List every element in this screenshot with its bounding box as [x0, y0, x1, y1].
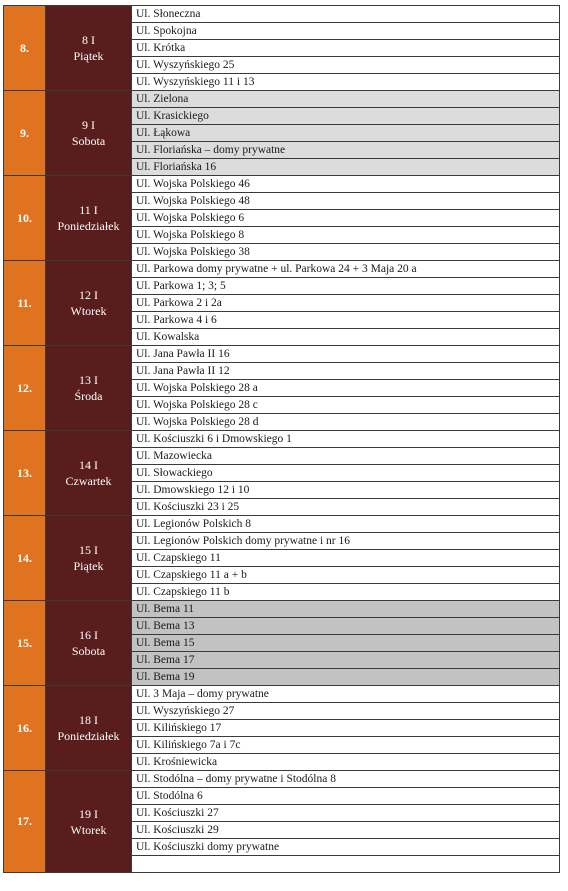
- street-cell: Ul. Czapskiego 11: [132, 550, 560, 567]
- street-cell: Ul. Kilińskiego 17: [132, 720, 560, 737]
- street-cell: Ul. Krótka: [132, 40, 560, 57]
- group-date: 13 I: [79, 373, 98, 387]
- street-cell: Ul. Kilińskiego 7a i 7c: [132, 737, 560, 754]
- street-cell: Ul. Wojska Polskiego 28 d: [132, 414, 560, 431]
- street-cell: Ul. 3 Maja – domy prywatne: [132, 686, 560, 703]
- street-cell: Ul. Floriańska – domy prywatne: [132, 142, 560, 159]
- group-number: 10.: [4, 176, 46, 261]
- group-weekday: Sobota: [71, 134, 106, 148]
- street-cell: Ul. Stodólna – domy prywatne i Stodólna 8: [132, 771, 560, 788]
- street-cell: Ul. Krośniewicka: [132, 754, 560, 771]
- street-cell: Ul. Wojska Polskiego 8: [132, 227, 560, 244]
- table-row: [4, 176, 560, 193]
- table-row: [4, 346, 560, 363]
- street-cell: Ul. Bema 13: [132, 618, 560, 635]
- table-row: [4, 601, 560, 618]
- table-row: [4, 686, 560, 703]
- street-cell: Ul. Kościuszki 6 i Dmowskiego 1: [132, 431, 560, 448]
- street-cell: Ul. Bema 15: [132, 635, 560, 652]
- group-date: 12 I: [79, 288, 98, 302]
- street-cell: Ul. Jana Pawła II 16: [132, 346, 560, 363]
- street-cell: Ul. Wojska Polskiego 28 a: [132, 380, 560, 397]
- group-weekday: Wtorek: [70, 304, 107, 318]
- group-number: 14.: [4, 516, 46, 601]
- group-weekday: Wtorek: [70, 822, 107, 837]
- street-cell: Ul. Floriańska 16: [132, 159, 560, 176]
- group-number: 16.: [4, 686, 46, 771]
- street-cell: Ul. Kowalska: [132, 329, 560, 346]
- group-day: [46, 771, 132, 873]
- street-cell: Ul. Wyszyńskiego 11 i 13: [132, 74, 560, 91]
- group-day: [46, 6, 132, 91]
- street-cell: Ul. Dmowskiego 12 i 10: [132, 482, 560, 499]
- street-cell: Ul. Kościuszki 23 i 25: [132, 499, 560, 516]
- street-cell: Ul. Wojska Polskiego 6: [132, 210, 560, 227]
- street-cell: Ul. Zielona: [132, 91, 560, 108]
- table-row: [4, 431, 560, 448]
- group-day: [46, 346, 132, 431]
- group-date: 8 I: [82, 33, 95, 47]
- street-cell: Ul. Bema 19: [132, 669, 560, 686]
- group-day: [46, 431, 132, 516]
- group-date: 16 I: [79, 628, 98, 642]
- street-cell: Ul. Stodólna 6: [132, 788, 560, 805]
- street-cell: Ul. Legionów Polskich 8: [132, 516, 560, 533]
- group-weekday: Środa: [74, 389, 103, 403]
- street-cell: Ul. Parkowa 1; 3; 5: [132, 278, 560, 295]
- street-cell: [132, 856, 560, 873]
- group-number: 13.: [4, 431, 46, 516]
- street-cell: Ul. Słoneczna: [132, 6, 560, 23]
- group-day: [46, 176, 132, 261]
- street-cell: Ul. Spokojna: [132, 23, 560, 40]
- street-cell: Ul. Mazowiecka: [132, 448, 560, 465]
- group-date: 9 I: [82, 118, 95, 132]
- group-number: 11.: [4, 261, 46, 346]
- group-weekday: Piątek: [73, 49, 104, 63]
- group-weekday: Poniedziałek: [57, 729, 120, 743]
- group-date: 18 I: [79, 713, 98, 727]
- group-day: [46, 261, 132, 346]
- street-cell: Ul. Wyszyńskiego 27: [132, 703, 560, 720]
- group-weekday: Sobota: [71, 644, 106, 658]
- group-date: 11 I: [79, 203, 98, 217]
- street-cell: Ul. Kościuszki domy prywatne: [132, 839, 560, 856]
- street-cell: Ul. Czapskiego 11 b: [132, 584, 560, 601]
- street-cell: Ul. Bema 11: [132, 601, 560, 618]
- group-weekday: Czwartek: [65, 474, 112, 488]
- street-cell: Ul. Kościuszki 29: [132, 822, 560, 839]
- street-cell: Ul. Wojska Polskiego 38: [132, 244, 560, 261]
- street-cell: Ul. Jana Pawła II 12: [132, 363, 560, 380]
- group-date: 14 I: [79, 458, 98, 472]
- group-number: 17.: [4, 771, 46, 873]
- group-day: [46, 91, 132, 176]
- table-row: [4, 261, 560, 278]
- group-number: 8.: [4, 6, 46, 91]
- street-cell: Ul. Słowackiego: [132, 465, 560, 482]
- street-cell: Ul. Legionów Polskich domy prywatne i nr 16: [132, 533, 560, 550]
- group-day: [46, 516, 132, 601]
- street-cell: Ul. Bema 17: [132, 652, 560, 669]
- group-number: 9.: [4, 91, 46, 176]
- street-cell: Ul. Parkowa 2 i 2a: [132, 295, 560, 312]
- group-day: [46, 601, 132, 686]
- group-weekday: Piątek: [73, 559, 104, 573]
- street-cell: Ul. Wyszyńskiego 25: [132, 57, 560, 74]
- street-cell: Ul. Wojska Polskiego 46: [132, 176, 560, 193]
- group-weekday: Poniedziałek: [57, 219, 120, 233]
- group-day: [46, 686, 132, 771]
- street-cell: Ul. Czapskiego 11 a + b: [132, 567, 560, 584]
- street-cell: Ul. Łąkowa: [132, 125, 560, 142]
- table-row: [4, 91, 560, 108]
- street-cell: Ul. Parkowa 4 i 6: [132, 312, 560, 329]
- group-date: 15 I: [79, 543, 98, 557]
- street-cell: Ul. Wojska Polskiego 28 c: [132, 397, 560, 414]
- collection-schedule-table: [3, 5, 560, 873]
- group-number: 12.: [4, 346, 46, 431]
- group-number: 15.: [4, 601, 46, 686]
- street-cell: Ul. Krasickiego: [132, 108, 560, 125]
- schedule-body: [4, 6, 560, 873]
- table-row: [4, 516, 560, 533]
- street-cell: Ul. Parkowa domy prywatne + ul. Parkowa 24 + 3 Maja 20 a: [132, 261, 560, 278]
- table-row: [4, 771, 560, 788]
- street-cell: Ul. Kościuszki 27: [132, 805, 560, 822]
- group-date: 19 I: [79, 806, 98, 821]
- street-cell: Ul. Wojska Polskiego 48: [132, 193, 560, 210]
- table-row: [4, 6, 560, 23]
